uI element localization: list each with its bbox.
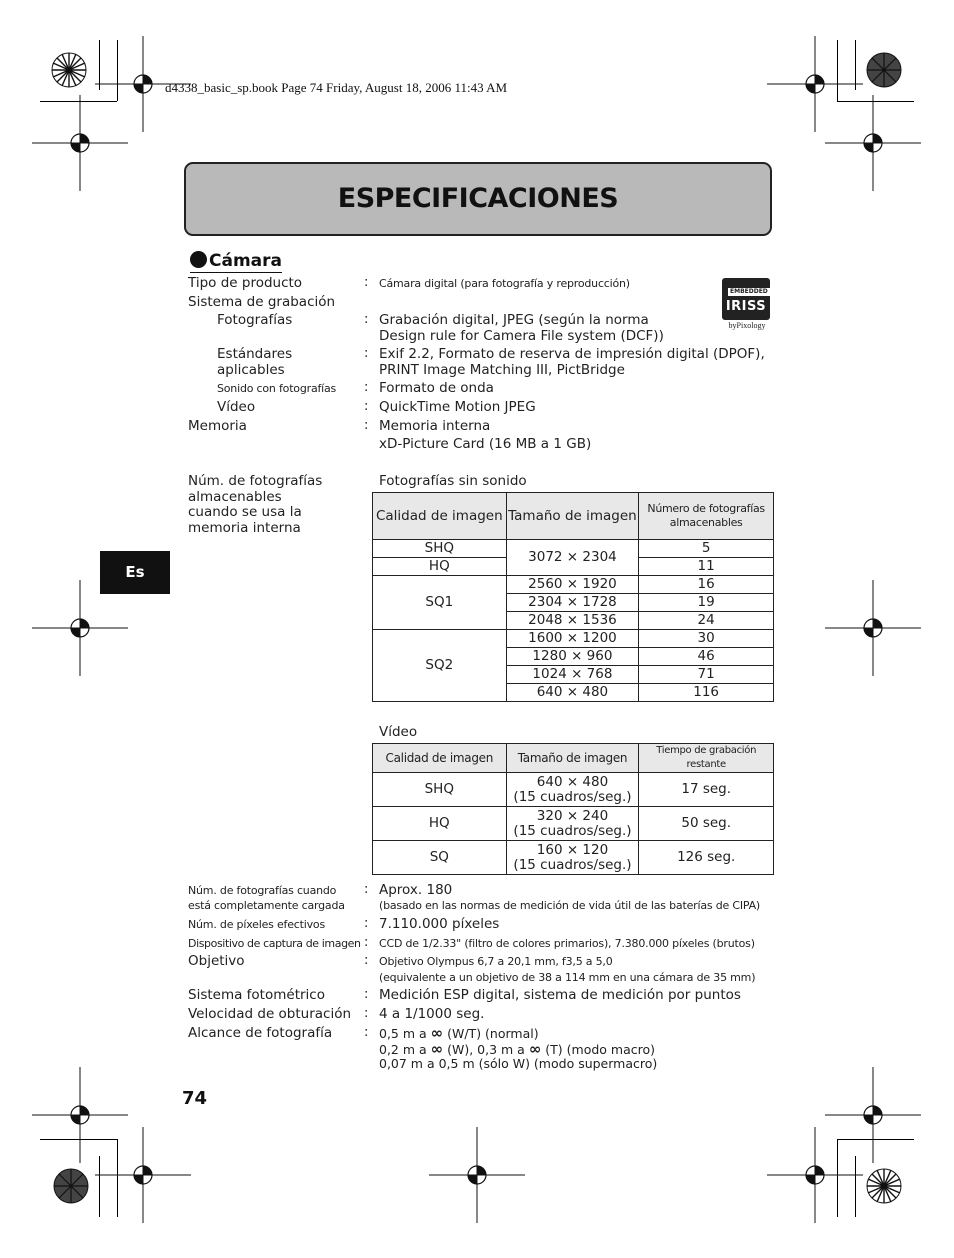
photos-table	[372, 492, 774, 702]
starburst-mark-bottom-left	[51, 1166, 91, 1206]
table-cell: 30	[639, 630, 774, 648]
spec-label: está completamente cargada	[188, 899, 345, 912]
spec-label: Tipo de producto	[188, 275, 303, 291]
page-number: 74	[182, 1088, 208, 1109]
table-header: Calidad de imagen	[373, 744, 507, 773]
spec-value: 0,07 m a 0,5 m (sólo W) (modo supermacro)	[379, 1056, 658, 1071]
spec-value: QuickTime Motion JPEG	[379, 399, 536, 415]
photos-caption: Fotografías sin sonido	[379, 473, 527, 489]
file-header: d4338_basic_sp.book Page 74 Friday, August 18, 2006 11:43 AM	[165, 80, 508, 95]
table-cell: 2560 × 1920	[506, 576, 639, 594]
spec-value: 0,5 m a ∞ (W/T) (normal)	[379, 1024, 539, 1042]
iriss-logo: EMBEDDED IRISS byPixology	[722, 278, 772, 330]
storage-label: Núm. de fotografías	[188, 473, 323, 489]
colon: :	[364, 916, 369, 931]
crosshair-mark	[93, 1125, 193, 1225]
spec-label: Sonido con fotografías	[217, 382, 337, 395]
spec-value: (basado en las normas de medición de vida útil de las baterías de CIPA)	[379, 899, 761, 912]
spec-value: (equivalente a un objetivo de 38 a 114 mm en una cámara de 35 mm)	[379, 971, 756, 984]
storage-label: almacenables	[188, 489, 282, 505]
infinity-icon: ∞	[528, 1040, 542, 1058]
table-cell: 5	[639, 540, 774, 558]
table-cell: 116	[639, 684, 774, 702]
table-cell: 2304 × 1728	[506, 594, 639, 612]
spec-label: Dispositivo de captura de imagen	[188, 937, 361, 950]
table-cell: 19	[639, 594, 774, 612]
colon: :	[364, 399, 369, 414]
video-caption: Vídeo	[379, 724, 418, 740]
language-tab: Es	[100, 551, 170, 594]
colon: :	[364, 275, 369, 290]
table-cell: 46	[639, 648, 774, 666]
colon: :	[364, 380, 369, 395]
table-cell: 640 × 480	[506, 684, 639, 702]
table-cell: SQ1	[373, 576, 507, 630]
spec-value: Exif 2.2, Formato de reserva de impresión digital (DPOF),	[379, 346, 765, 362]
table-header: Tiempo de grabación restante	[639, 744, 774, 773]
table-cell: 320 × 240 (15 cuadros/seg.)	[506, 807, 639, 841]
starburst-mark-bottom-right	[864, 1166, 904, 1206]
table-cell: SHQ	[373, 773, 507, 807]
table-cell: 126 seg.	[639, 841, 774, 875]
colon: :	[364, 935, 369, 950]
spec-label: Estándares	[217, 346, 293, 362]
spec-label: Alcance de fotografía	[188, 1025, 333, 1041]
section-title: Cámara	[209, 251, 282, 271]
table-cell: 16	[639, 576, 774, 594]
spec-value: CCD de 1/2.33" (filtro de colores primarios), 7.380.000 píxeles (brutos)	[379, 937, 755, 950]
table-row	[373, 540, 774, 558]
storage-label: memoria interna	[188, 520, 301, 536]
spec-value: PRINT Image Matching III, PictBridge	[379, 362, 625, 378]
table-cell: HQ	[373, 807, 507, 841]
crosshair-mark	[823, 93, 923, 193]
table-cell: 3072 × 2304	[506, 540, 639, 576]
table-cell: 1024 × 768	[506, 666, 639, 684]
infinity-icon: ∞	[430, 1040, 444, 1058]
spec-value: Grabación digital, JPEG (según la norma	[379, 312, 649, 328]
spec-label: Sistema de grabación	[188, 294, 336, 310]
spec-label: Vídeo	[217, 399, 256, 415]
colon: :	[364, 418, 369, 433]
table-cell: 1600 × 1200	[506, 630, 639, 648]
crosshair-mark	[765, 1125, 865, 1225]
starburst-mark-top-right	[864, 50, 904, 90]
crosshair-mark	[823, 578, 923, 678]
spec-label: Velocidad de obturación	[188, 1006, 352, 1022]
spec-label: Memoria	[188, 418, 247, 434]
table-cell: 50 seg.	[639, 807, 774, 841]
table-header-row	[373, 493, 774, 540]
colon: :	[364, 953, 369, 968]
video-table	[372, 743, 774, 875]
colon: :	[364, 346, 369, 361]
table-cell: SHQ	[373, 540, 507, 558]
spec-value: Cámara digital (para fotografía y reproducción)	[379, 277, 630, 290]
spec-label: aplicables	[217, 362, 285, 378]
spec-value: xD-Picture Card (16 MB a 1 GB)	[379, 436, 592, 452]
crosshair-mark	[30, 93, 130, 193]
spec-value: 0,2 m a ∞ (W), 0,3 m a ∞ (T) (modo macro)	[379, 1040, 656, 1058]
storage-label: cuando se usa la	[188, 504, 302, 520]
table-row	[373, 841, 774, 875]
colon: :	[364, 312, 369, 327]
colon: :	[364, 1025, 369, 1040]
spec-value: Medición ESP digital, sistema de medición por puntos	[379, 987, 741, 1003]
spec-label: Objetivo	[188, 953, 245, 969]
infinity-icon: ∞	[430, 1024, 444, 1042]
table-cell: 71	[639, 666, 774, 684]
table-row	[373, 807, 774, 841]
spec-value: Formato de onda	[379, 380, 494, 396]
spec-label: Núm. de fotografías cuando	[188, 884, 337, 897]
table-cell: HQ	[373, 558, 507, 576]
table-cell: 1280 × 960	[506, 648, 639, 666]
colon: :	[364, 882, 369, 897]
spec-value: Memoria interna	[379, 418, 491, 434]
table-header: Tamaño de imagen	[506, 744, 639, 773]
bullet-dot-icon	[190, 251, 207, 268]
table-cell: SQ2	[373, 630, 507, 702]
table-header: Calidad de imagen	[373, 493, 507, 540]
crosshair-mark	[427, 1125, 527, 1225]
table-cell: 160 × 120 (15 cuadros/seg.)	[506, 841, 639, 875]
table-row	[373, 576, 774, 594]
colon: :	[364, 1006, 369, 1021]
table-header: Tamaño de imagen	[506, 493, 639, 540]
spec-value: 7.110.000 píxeles	[379, 916, 500, 932]
table-cell: 2048 × 1536	[506, 612, 639, 630]
table-cell: 24	[639, 612, 774, 630]
table-cell: 17 seg.	[639, 773, 774, 807]
title-banner	[184, 162, 772, 236]
spec-label: Fotografías	[217, 312, 293, 328]
table-row	[373, 630, 774, 648]
spec-value: Design rule for Camera File system (DCF))	[379, 328, 664, 344]
spec-value: 4 a 1/1000 seg.	[379, 1006, 485, 1022]
spec-label: Núm. de píxeles efectivos	[188, 918, 325, 931]
spec-label: Sistema fotométrico	[188, 987, 325, 1003]
spec-value: Objetivo Olympus 6,7 a 20,1 mm, f3,5 a 5,0	[379, 955, 613, 968]
table-header-row	[373, 744, 774, 773]
table-header: Número de fotografías almacenables	[639, 493, 774, 540]
starburst-mark-top-left	[49, 50, 89, 90]
table-cell: SQ	[373, 841, 507, 875]
spec-value: Aprox. 180	[379, 882, 453, 898]
table-row	[373, 773, 774, 807]
table-cell: 11	[639, 558, 774, 576]
section-heading	[190, 250, 282, 273]
page-title: ESPECIFICACIONES	[337, 183, 619, 214]
colon: :	[364, 987, 369, 1002]
table-cell: 640 × 480 (15 cuadros/seg.)	[506, 773, 639, 807]
